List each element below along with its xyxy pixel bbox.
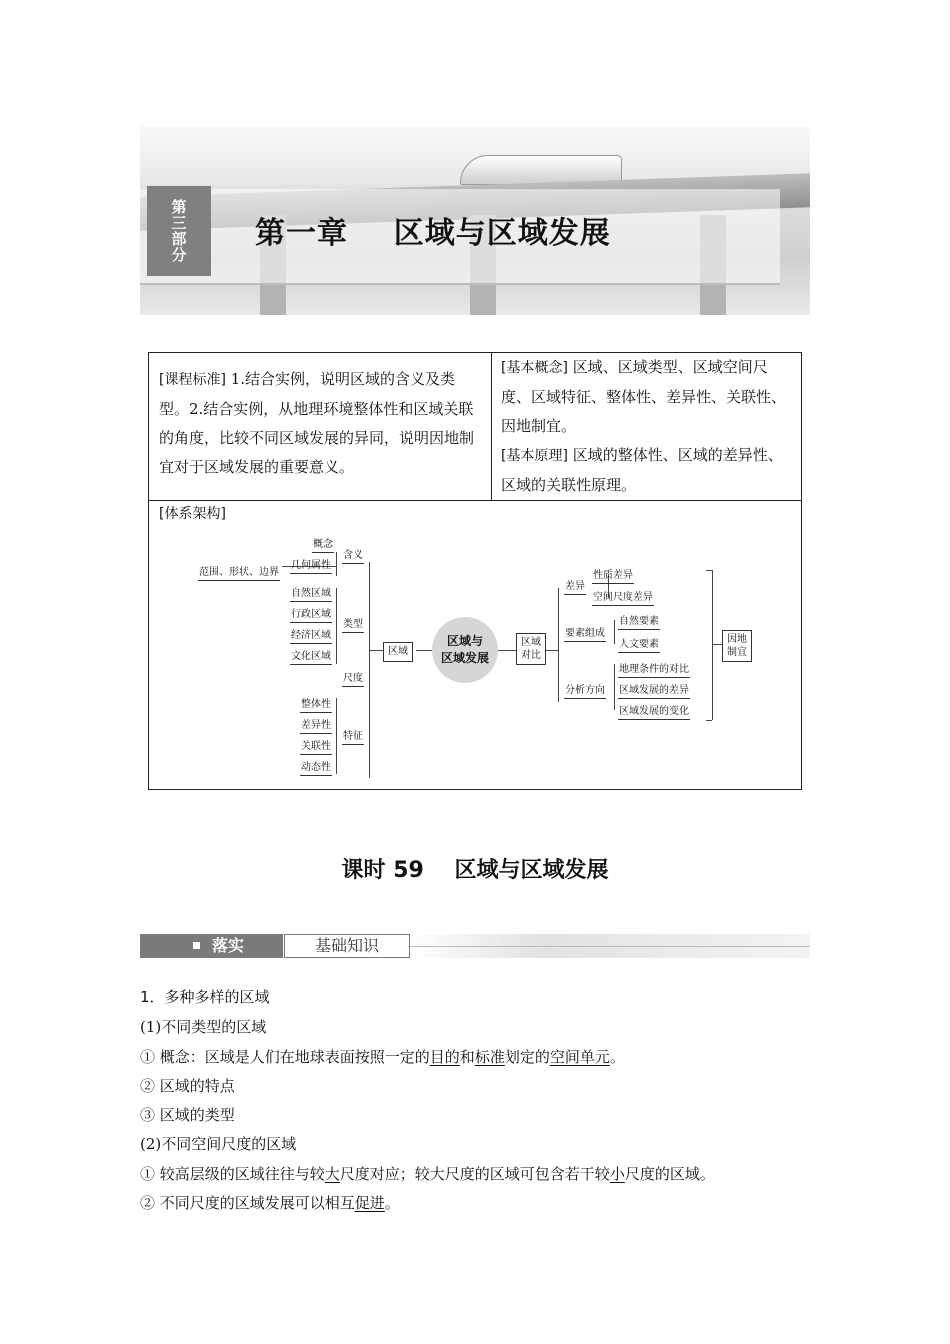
- mm-analysis-2: 区域发展的差异: [618, 684, 690, 699]
- lesson-title: 课时 59 区域与区域发展: [341, 858, 609, 883]
- type-line: ③ 区域的类型: [140, 1106, 235, 1124]
- mm-compare: 区域 对比: [516, 633, 546, 665]
- mm-difference-1: 性质差异: [592, 569, 634, 584]
- scale-line-1: ① 较高层级的区域往往与较大尺度对应；较大尺度的区域可包含若干较小尺度的区域。: [140, 1165, 715, 1183]
- mm-feature: 特征: [342, 730, 364, 745]
- concept-cell: [492, 353, 801, 501]
- mm-center-node: 区域与 区域发展: [432, 617, 498, 683]
- mm-feature-2: 差异性: [300, 719, 332, 734]
- mm-type-3: 经济区域: [290, 629, 332, 644]
- basic-principle-label: [基本原理]: [501, 448, 568, 464]
- mm-concept: 概念: [312, 538, 334, 553]
- sub-heading-1: (1)不同类型的区域: [140, 1018, 267, 1036]
- section-dark-label: 落实: [140, 934, 283, 958]
- course-standard-cell: [149, 353, 492, 501]
- mm-difference: 差异: [564, 580, 586, 595]
- scale-line-2: ② 不同尺度的区域发展可以相互促进。: [140, 1194, 400, 1212]
- basic-principle-text: 区域的整体性、区域的差异性、区域的关联性原理。: [501, 446, 783, 494]
- mm-difference-2: 空间尺度差异: [592, 591, 654, 606]
- mm-feature-3: 关联性: [300, 740, 332, 755]
- part-tag: 第三部分: [147, 186, 211, 276]
- mm-geometry-detail: 范围、形状、边界: [198, 566, 280, 581]
- feature-line: ② 区域的特点: [140, 1077, 235, 1095]
- heading-1: 1．多种多样的区域: [140, 988, 270, 1006]
- mm-feature-1: 整体性: [300, 698, 332, 713]
- mm-elements: 要素组成: [564, 627, 606, 642]
- mm-type-2: 行政区域: [290, 608, 332, 623]
- chapter-title: 第一章 区域与区域发展: [255, 216, 611, 251]
- framework-mindmap: [196, 530, 776, 780]
- mm-scale: 尺度: [342, 672, 364, 687]
- basic-concept-text: 区域、区域类型、区域空间尺度、区域特征、整体性、差异性、关联性、因地制宜。: [501, 358, 787, 435]
- mm-region: 区域: [383, 642, 413, 662]
- mm-type-4: 文化区域: [290, 650, 332, 665]
- framework-label: [体系架构]: [159, 506, 226, 522]
- section-light-label: 基础知识: [284, 934, 410, 958]
- mm-element-2: 人文要素: [618, 638, 660, 653]
- mm-type: 类型: [342, 618, 364, 633]
- course-standard-label: [课程标准]: [159, 372, 226, 388]
- mm-analysis-1: 地理条件的对比: [618, 663, 690, 678]
- square-icon: [193, 942, 200, 949]
- course-standard-text: 1.结合实例，说明区域的含义及类型。2.结合实例，从地理环境整体性和区域关联的角度，比较不同区域发展的异同，说明因地制宜对于区域发展的重要意义。: [159, 370, 475, 476]
- mm-element-1: 自然要素: [618, 615, 660, 630]
- concept-line: ① 概念：区域是人们在地球表面按照一定的目的和标准划定的空间单元。: [140, 1048, 625, 1066]
- mm-meaning: 含义: [342, 549, 364, 564]
- basic-concept-label: [基本概念]: [501, 360, 568, 376]
- mm-type-1: 自然区域: [290, 587, 332, 602]
- mm-geometry: 几何属性: [290, 559, 332, 574]
- mm-feature-4: 动态性: [300, 761, 332, 776]
- mm-adapt: 因地 制宜: [722, 630, 752, 662]
- mm-analysis-3: 区域发展的变化: [618, 705, 690, 720]
- sub-heading-2: (2)不同空间尺度的区域: [140, 1135, 297, 1153]
- mm-analysis: 分析方向: [564, 684, 606, 699]
